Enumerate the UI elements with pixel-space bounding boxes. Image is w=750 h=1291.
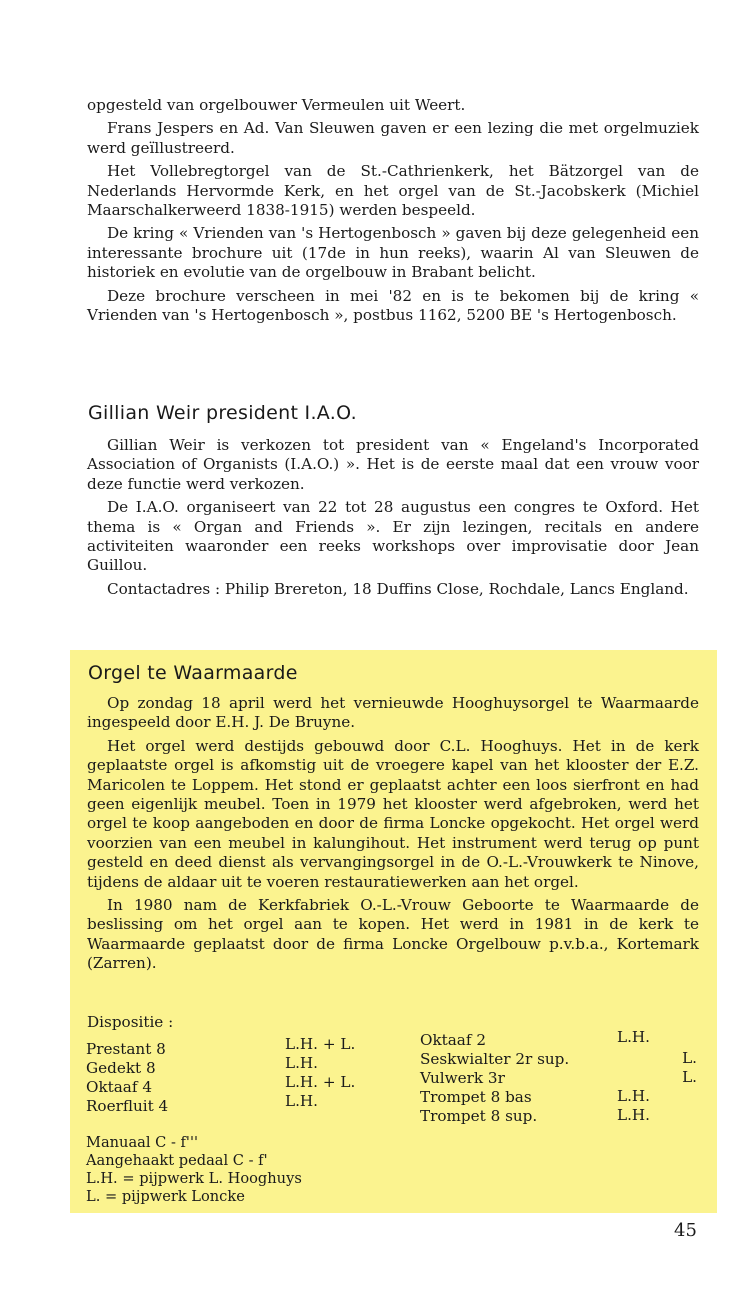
paragraph: Contactadres : Philip Brereton, 18 Duffins Close, Rochdale, Lancs England. xyxy=(107,579,689,598)
page-number: 45 xyxy=(674,1220,697,1241)
section-2-title: Gillian Weir president I.A.O. xyxy=(88,402,357,424)
note-line: Aangehaakt pedaal C - f' xyxy=(86,1152,268,1169)
note-line: L. = pijpwerk Loncke xyxy=(86,1188,245,1205)
stop-name: Oktaaf 2 xyxy=(420,1031,486,1049)
stop-origin: L.H. xyxy=(285,1092,318,1110)
note-line: Manuaal C - f''' xyxy=(86,1134,198,1151)
stop-origin: L.H. xyxy=(285,1054,318,1072)
paragraph: Gillian Weir is verkozen tot president van « Engeland's Incorporated Association of Organists (I.A.O.) ». Het is de eerste maal dat een vrouw voor deze functie werd verkozen. xyxy=(87,436,699,493)
paragraph: Op zondag 18 april werd het vernieuwde Hooghuysorgel te Waarmaarde ingespeeld door E.H. J. De Bruyne. xyxy=(87,694,699,732)
paragraph: De kring « Vrienden van 's Hertogenbosch » gaven bij deze gelegenheid een interessante brochure uit (17de in hun reeks), waarin Al van Sleuwen de historiek en evolutie van de orgelbouw in Brabant belicht. xyxy=(87,224,699,282)
stop-name: Trompet 8 bas xyxy=(420,1088,532,1106)
stop-origin: L.H. + L. xyxy=(285,1073,356,1091)
note-line: L.H. = pijpwerk L. Hooghuys xyxy=(86,1170,302,1187)
section-3 xyxy=(87,694,699,978)
stop-name: Trompet 8 sup. xyxy=(420,1107,538,1125)
section-1 xyxy=(87,96,699,329)
stop-name: Seskwialter 2r sup. xyxy=(420,1050,570,1068)
paragraph: De I.A.O. organiseert van 22 tot 28 augustus een congres te Oxford. Het thema is « Organ and Friends ». Er zijn lezingen, recitals en andere activiteiten waaronder een reeks workshops over improvisatie door Jean Guillou. xyxy=(87,498,699,575)
stop-name: Vulwerk 3r xyxy=(420,1069,505,1087)
paragraph: opgesteld van orgelbouwer Vermeulen uit Weert. xyxy=(87,96,466,114)
section-3-title: Orgel te Waarmaarde xyxy=(88,662,298,684)
section-2 xyxy=(87,436,699,603)
paragraph: Het Vollebregtorgel van de St.-Cathrienkerk, het Bätzorgel van de Nederlands Hervormde Kerk, en het orgel van de St.-Jacobskerk (Michiel Maarschalkerweerd 1838-1915) werden bespeeld. xyxy=(87,162,699,220)
stops-left-names xyxy=(86,1040,168,1116)
stop-name: Roerfluit 4 xyxy=(86,1097,169,1115)
paragraph: Het orgel werd destijds gebouwd door C.L. Hooghuys. Het in de kerk geplaatste orgel is afkomstig uit de vroegere kapel van het klooster der E.Z. Maricolen te Loppem. Het stond er geplaatst achter een loos sierfront en had geen eigenlijk meubel. Toen in 1979 het klooster werd afgebroken, werd het orgel te koop aangeboden en door de firma Loncke opgekocht. Het orgel werd voorzien van een meubel in kalungihout. Het instrument werd terug op punt gesteld en deed dienst als vervangingsorgel in de O.-L.-Vrouwkerk te Ninove, tijdens de aldaar uit te voeren restauratiewerken aan het orgel. xyxy=(87,736,699,891)
stop-origin: L.H. xyxy=(617,1106,650,1124)
paragraph: In 1980 nam de Kerkfabriek O.-L.-Vrouw Geboorte te Waarmaarde de beslissing om het orgel aan te kopen. Het werd in 1981 in de kerk te Waarmaarde geplaatst door de firma Loncke Orgelbouw p.v.b.a., Kortemark (Zarren). xyxy=(87,896,699,973)
disposition-notes xyxy=(86,1134,302,1206)
disposition-label: Dispositie : xyxy=(87,1013,174,1031)
stop-origin: L. xyxy=(682,1049,697,1067)
paragraph: Frans Jespers en Ad. Van Sleuwen gaven er een lezing die met orgelmuziek werd geïllustreerd. xyxy=(87,119,699,157)
stops-right-names xyxy=(420,1031,569,1126)
stop-name: Oktaaf 4 xyxy=(86,1078,152,1096)
stop-origin: L.H. + L. xyxy=(285,1035,356,1053)
stop-origin: L. xyxy=(682,1068,697,1086)
stop-name: Gedekt 8 xyxy=(86,1059,156,1077)
stops-left-origins xyxy=(285,1035,355,1111)
stop-name: Prestant 8 xyxy=(86,1040,166,1058)
stop-origin: L.H. xyxy=(617,1087,650,1105)
stops-right-origins xyxy=(617,1028,697,1125)
paragraph: Deze brochure verscheen in mei '82 en is te bekomen bij de kring « Vrienden van 's Hertogenbosch », postbus 1162, 5200 BE 's Hertogenbosch. xyxy=(87,286,699,325)
stop-origin: L.H. xyxy=(617,1028,650,1046)
